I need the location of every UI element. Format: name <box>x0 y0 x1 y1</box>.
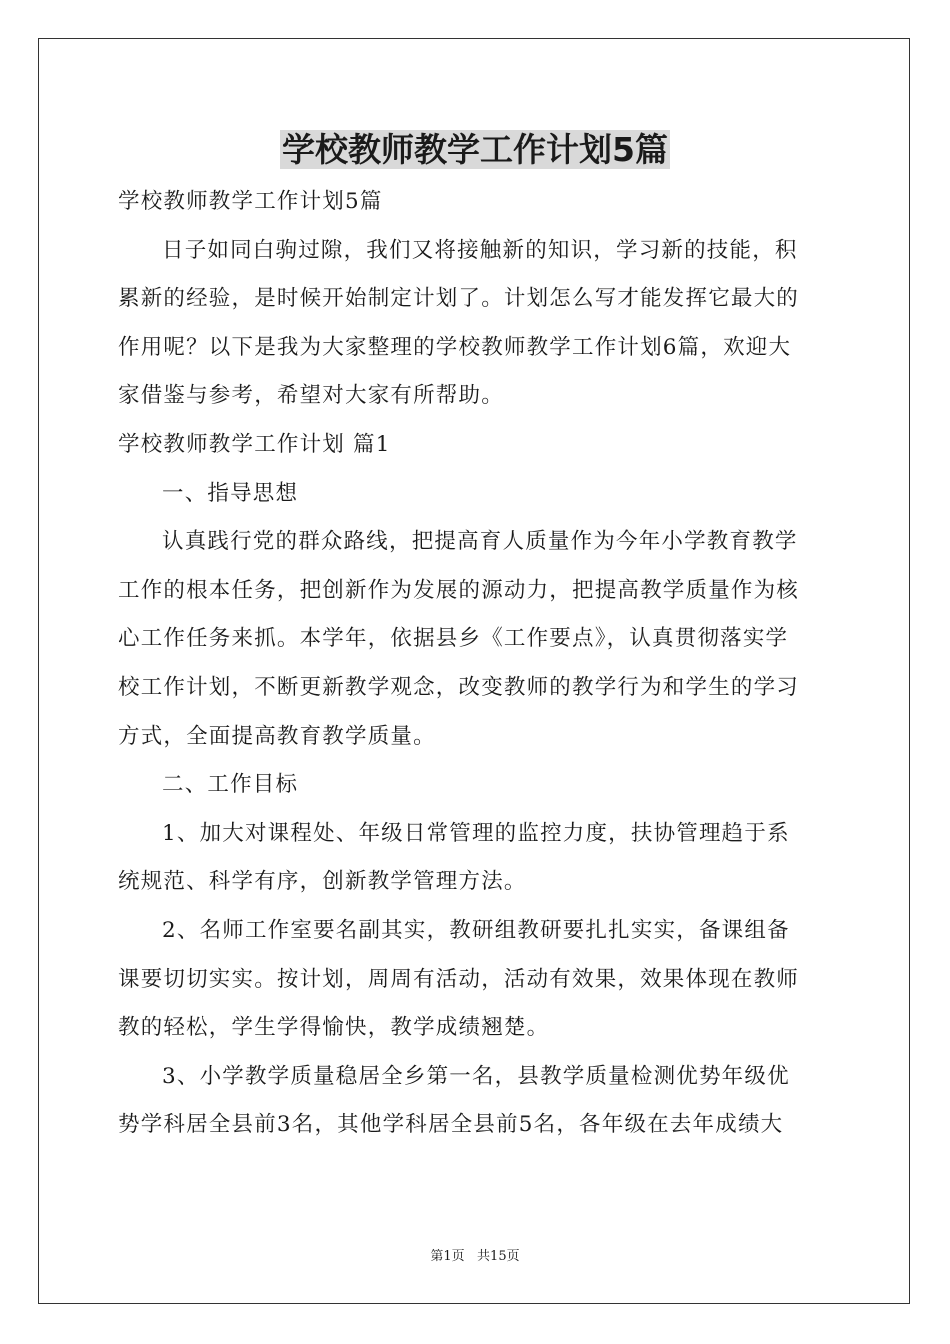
text-line: 课要切切实实。按计划，周周有活动，活动有效果，效果体现在教师 <box>118 966 800 992</box>
text-line: 二、工作目标 <box>162 772 299 798</box>
text-line: 统规范、科学有序，创新教学管理方法。 <box>118 869 527 895</box>
text-line: 家借鉴与参考，希望对大家有所帮助。 <box>118 383 504 409</box>
text-line: 3、小学教学质量稳居全乡第一名，县教学质量检测优势年级优 <box>162 1063 790 1089</box>
text-line: 1、加大对课程处、年级日常管理的监控力度，扶协管理趋于系 <box>162 820 790 846</box>
text-line: 工作的根本任务，把创新作为发展的源动力，把提高教学质量作为核 <box>118 577 800 603</box>
document-body <box>118 178 834 1150</box>
page-footer: 第1页 共15页 <box>430 1249 520 1264</box>
text-line: 累新的经验，是时候开始制定计划了。计划怎么写才能发挥它最大的 <box>118 286 800 312</box>
document-title-text: 学校教师教学工作计划5篇 <box>282 130 668 169</box>
text-line: 学校教师教学工作计划5篇 <box>118 189 383 214</box>
text-line: 2、名师工作室要名副其实，教研组教研要扎扎实实，备课组备 <box>162 917 790 943</box>
text-line: 校工作计划，不断更新教学观念，改变教师的教学行为和学生的学习 <box>118 674 800 700</box>
text-line: 日子如同白驹过隙，我们又将接触新的知识，学习新的技能，积 <box>162 237 798 263</box>
text-line: 学校教师教学工作计划 篇1 <box>118 431 391 457</box>
text-line: 教的轻松，学生学得愉快，教学成绩翘楚。 <box>118 1015 550 1041</box>
text-line: 认真践行党的群众路线，把提高育人质量作为今年小学教育教学 <box>162 529 798 555</box>
text-line: 心工作任务来抓。本学年，依据县乡《工作要点》，认真贯彻落实学 <box>118 626 789 652</box>
text-line: 一、指导思想 <box>162 480 299 506</box>
document-title <box>0 126 950 174</box>
text-line: 作用呢？以下是我为大家整理的学校教师教学工作计划6篇，欢迎大 <box>118 334 792 360</box>
text-line: 势学科居全县前3名，其他学科居全县前5名，各年级在去年成绩大 <box>118 1112 784 1138</box>
text-line: 方式，全面提高教育教学质量。 <box>118 723 436 749</box>
